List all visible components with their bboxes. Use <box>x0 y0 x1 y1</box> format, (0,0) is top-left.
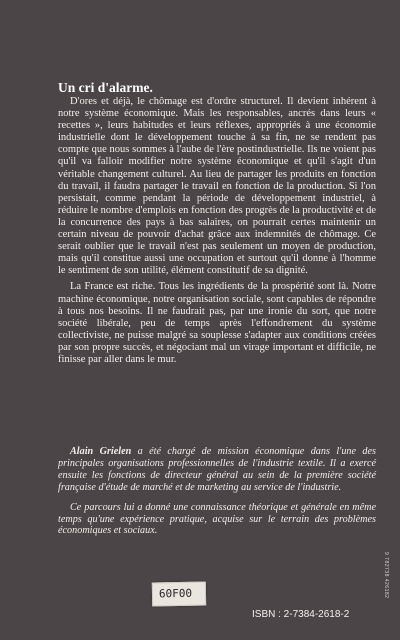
cover-heading: Un cri d'alarme. <box>58 80 153 95</box>
blurb-paragraph-1: D'ores et déjà, le chômage est d'ordre structurel. Il devient inhérent à notre système économique. Mais les responsables, ancrés dans leurs « recettes », leurs habitudes et leurs réflexes, appropriés à une économie industrielle dont le développement touche à sa fin, ne se rendent pas compte que nous sommes à l'aube de l'ère postindustrielle. Ils ne voient pas qu'il va falloir modifier notre système économique et qu'il s'agit d'un véritable changement culturel. Au lieu de partager les produits en fonction du travail, il faudra partager le travail en fonction de la production. Si l'on persistait, comme pendant la période de développement industriel, à réduire le nombre d'emplois en fonction des progrès de la productivité et de la concurrence des pays à bas salaires, on pourrait certes maintenir un certain niveau de pouvoir d'achat grâce aux indemnités de chômage. Ce serait oublier que le travail n'est pas seulement un moyen de production, mais qu'il constitue aussi une occupation et surtout qu'il donne à l'homme le sentiment de son utilité, élément constitutif de sa dignité. <box>58 96 376 277</box>
author-name: Alain Grielen <box>70 446 132 457</box>
author-bio-paragraph-1 <box>58 446 376 494</box>
author-bio-text-1: a été chargé de mission économique dans l'une des principales organisations professionnelles de l'industrie textile. Il a exercé ensuite les fonctions de directeur général au sein de la première société française d'étude de marché et de marketing au service de l'industrie. <box>58 446 376 493</box>
author-bio <box>58 446 376 537</box>
price-label: 60F00 <box>158 586 193 601</box>
side-code-strip <box>382 552 390 612</box>
blurb-paragraph-2: La France est riche. Tous les ingrédients de la prospérité sont là. Notre machine économique, notre organisation sociale, sont capables de répondre à tous nos besoins. Il ne faudrait pas, par une ironie du sort, que notre société libérale, peu de temps après l'effondrement du système collectiviste, ne puisse malgré sa souplesse s'adapter aux conditions créées par son propre succès, et négociant mal un virage important et difficile, ne finisse par aller dans le mur. <box>58 281 376 365</box>
isbn-label: ISBN : 2-7384-2618-2 <box>252 609 350 620</box>
author-bio-paragraph-2: Ce parcours lui a donné une connaissance théorique et générale en même temps qu'une expérience pratique, acquise sur le terrain des problèmes économiques et sociaux. <box>58 501 376 537</box>
price-sticker <box>152 582 206 607</box>
side-code-text: 9 782738 426182 <box>383 552 389 599</box>
blurb-text <box>58 96 376 366</box>
